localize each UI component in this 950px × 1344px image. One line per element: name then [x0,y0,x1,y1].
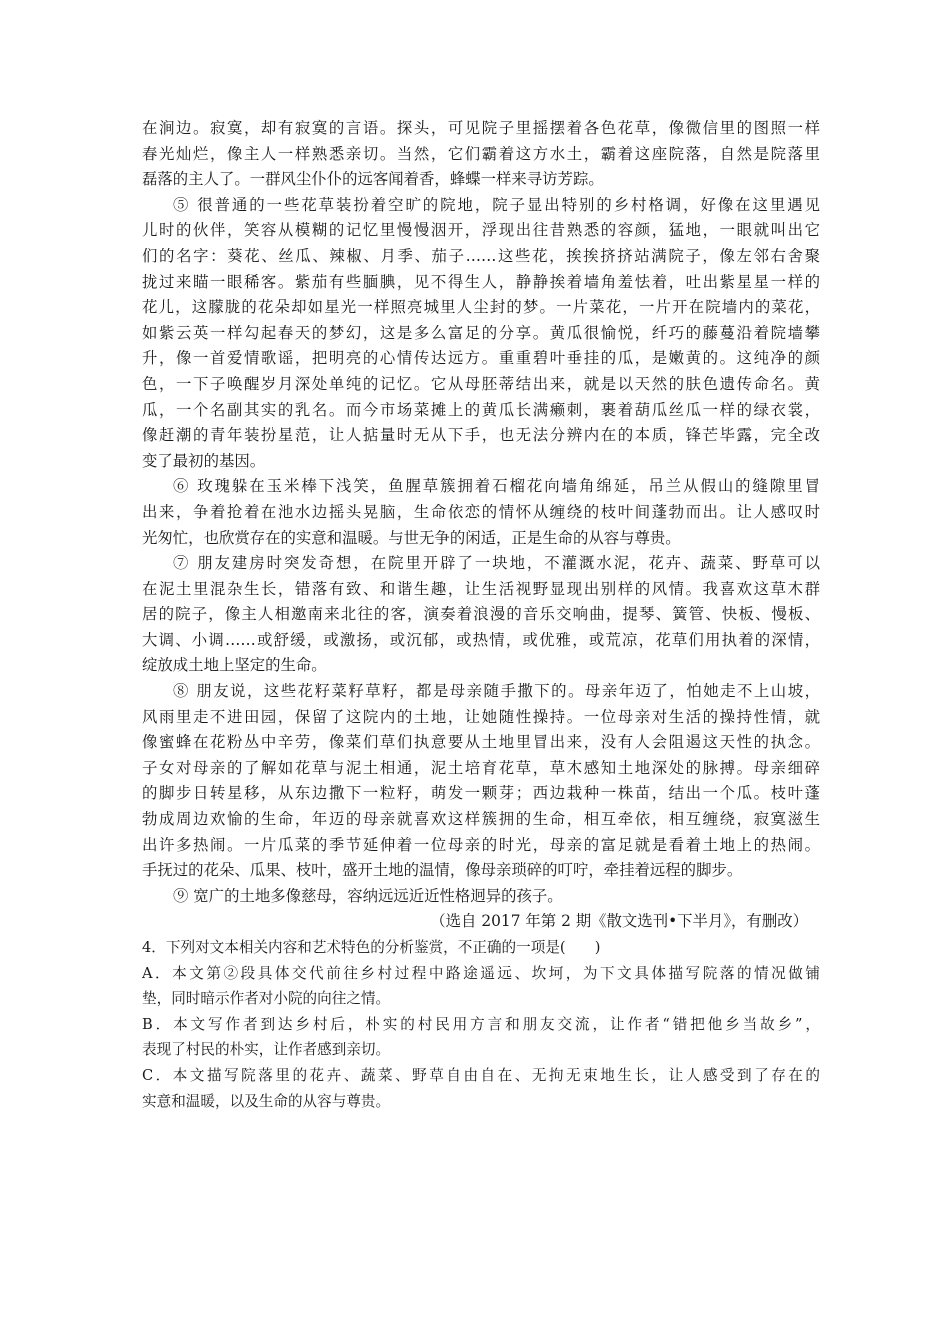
text-line: 风雨里走不进田园，保留了这院内的土地，让她随性操持。一位母亲对生活的操持性情，就 [142,707,820,726]
text-line: 出许多热闹。一片瓜菜的季节延伸着一位母亲的时光，母亲的富足就是看着土地上的热闹。 [142,835,820,854]
paragraph-5 [142,193,820,475]
source-note: （选自 2017 年第 2 期《散文选刊•下半月》，有删改） [430,912,808,931]
text-line: ⑨ 宽广的土地多像慈母，容纳远远近近性格迥异的孩子。 [173,886,563,905]
text-line: 们的名字：葵花、丝瓜、辣椒、月季、茄子……这些花，挨挨挤挤站满院子，像左邻右舍聚 [142,246,820,265]
text-line: 勃成周边欢愉的生命，年迈的母亲就喜欢这样簇拥的生命，相互牵依，相互缠绕，寂寞滋生 [142,810,820,829]
text-line: ⑧ 朋友说，这些花籽菜籽草籽，都是母亲随手撒下的。母亲年迈了，怕她走不上山坡， [173,682,820,701]
text-line: ⑦ 朋友建房时突发奇想，在院里开辟了一块地，不灌溉水泥，花卉、蔬菜、野草可以 [173,554,820,573]
option-line: B．本文写作者到达乡村后，朴实的村民用方言和朋友交流，让作者“错把他乡当故乡”， [142,1015,820,1033]
text-line: 子女对母亲的了解如花草与泥土相通，泥土培育花草，草木感知土地深处的脉搏。母亲细碎 [142,758,820,777]
question-stem: 4．下列对文本相关内容和艺术特色的分析鉴赏，不正确的一项是( ) [142,939,601,956]
text-line: 如紫云英一样勾起春天的梦幻，这是多么富足的分享。黄瓜很愉悦，纤巧的藤蔓沿着院墙攀 [142,323,820,342]
text-line: 在泥土里混杂生长，错落有致、和谐生趣，让生活视野显现出别样的风情。我喜欢这草木群 [142,579,820,598]
text-line: 居的院子，像主人相邀南来北往的客，演奏着浪漫的音乐交响曲，提琴、簧管、快板、慢板、 [142,605,820,624]
paragraph-6 [142,474,820,551]
text-line: 手抚过的花朵、瓜果、枝叶，盛开土地的温情，像母亲琐碎的叮咛，牵挂着远程的脚步。 [142,861,743,880]
option-line: 实意和温暖，以及生命的从容与尊贵。 [142,1092,391,1110]
option-line: 表现了村民的朴实，让作者感到亲切。 [142,1041,391,1059]
text-line: 绽放成土地上坚定的生命。 [142,656,327,675]
paragraph-8 [142,679,820,884]
text-line: 拢过来瞄一眼稀客。紫茄有些腼腆，见不得生人，静静挨着墙角羞怯着，吐出紫星星一样的 [142,272,820,291]
option-c [142,1063,820,1114]
text-line: 光匆忙，也欣赏存在的实意和温暖。与世无争的闲适，正是生命的从容与尊贵。 [142,528,681,547]
paragraph-9 [142,884,820,910]
option-a [142,961,820,1012]
paragraph-4-tail [142,116,820,193]
text-line: 变了最初的基因。 [142,451,266,470]
text-line: ⑤ 很普通的一些花草装扮着空旷的院地，院子显出特别的乡村格调，好像在这里遇见 [173,195,820,214]
text-line: 色，一下子唤醒岁月深处单纯的记忆。它从母胚蒂结出来，就是以天然的肤色遗传命名。黄 [142,374,820,393]
question-4 [142,935,820,1114]
text-line: 像蜜蜂在花粉丛中辛劳，像菜们草们执意要从土地里冒出来，没有人会阻遏这天性的执念。 [142,733,820,752]
text-line: 瓜，一个名副其实的乳名。而今市场菜摊上的黄瓜长满癞刺，裹着葫瓜丝瓜一样的绿衣裳， [142,400,820,419]
text-line: 春光灿烂，像主人一样熟悉亲切。当然，它们霸着这方水土，霸着这座院落，自然是院落里 [142,144,820,163]
text-line: 磊落的主人了。一群风尘仆仆的远客闻着香，蜂蝶一样来寻访芳踪。 [142,170,604,189]
text-line: 大调、小调……或舒缓，或激扬，或沉郁，或热情，或优雅，或荒凉，花草们用执着的深情， [142,630,820,649]
option-line: C．本文描写院落里的花卉、蔬菜、野草自由自在、无拘无束地生长，让人感受到了存在的 [142,1066,820,1084]
text-line: 花儿，这朦胧的花朵却如星光一样照亮城里人尘封的梦。一片菜花，一片开在院墙内的菜花， [142,298,820,317]
text-line: 儿时的伙伴，笑容从模糊的记忆里慢慢洇开，浮现出往昔熟悉的容颜，猛地，一眼就叫出它 [142,221,820,240]
paragraph-7 [142,551,820,679]
option-line: 垫，同时暗示作者对小院的向往之情。 [142,990,391,1008]
document-page [142,116,820,1114]
text-line: 在涧边。寂寞，却有寂寞的言语。探头，可见院子里摇摆着各色花草，像微信里的图照一样 [142,119,820,137]
text-line: ⑥ 玫瑰躲在玉米棒下浅笑，鱼腥草簇拥着石榴花向墙角绵延，吊兰从假山的缝隙里冒 [173,477,820,496]
text-line: 出来，争着抢着在池水边摇头晃脑，生命依恋的情怀从缠绕的枝叶间蓬勃而出。让人感叹时 [142,502,820,521]
option-line: A．本文第②段具体交代前往乡村过程中路途遥远、坎坷，为下文具体描写院落的情况做铺 [142,964,820,982]
option-b [142,1012,820,1063]
text-line: 升，像一首爱情歌谣，把明亮的心情传达远方。重重碧叶垂挂的瓜，是嫩黄的。这纯净的颜 [142,349,820,368]
text-line: 的脚步日转星移，从东边撒下一粒籽，萌发一颗芽；西边栽种一株苗，结出一个瓜。枝叶蓬 [142,784,820,803]
text-line: 像赶潮的青年装扮星范，让人掂量时无从下手，也无法分辨内在的本质，锋芒毕露，完全改 [142,426,820,445]
